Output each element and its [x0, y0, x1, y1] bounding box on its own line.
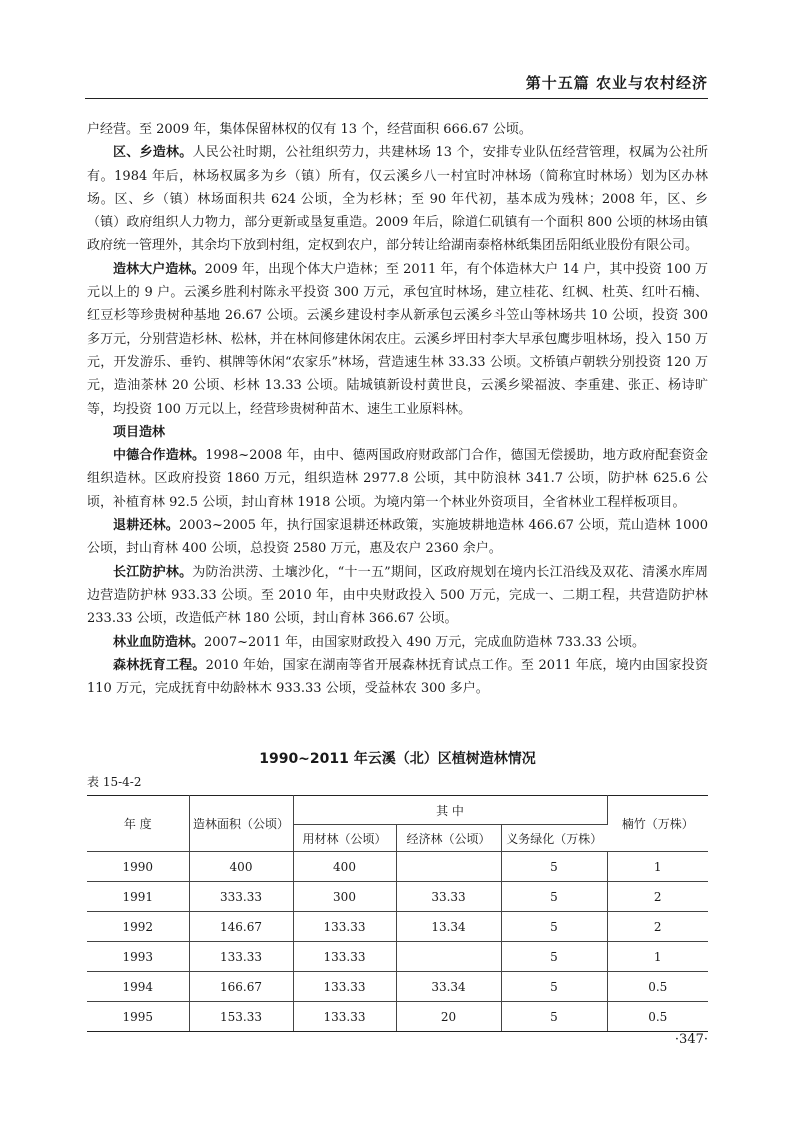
header-year: 年 度	[87, 796, 189, 852]
cell-greening: 5	[501, 852, 607, 882]
cell-timber: 133.33	[293, 972, 396, 1002]
paragraph-text: 人民公社时期，公社组织劳力，共建林场 13 个，安排专业队伍经营管理，权属为公社所有。1984 年后，林场权属多为乡（镇）所有，仅云溪乡八一村宜时冲林场（简称宜时林场）划为区办林场。区、乡（镇）林场面积共 624 公顷，全为杉林；至 90 年代初，基本成为残林；2008 年，区、乡（镇）政府组织人力物力，部分更新或垦复重造。2009 年后，除道仁矶镇有一个面积 800 公顷的林场由镇政府统一管理外，其余均下放到村组，定权到农户，部分转让给湖南泰格林纸集团岳阳纸业股份有限公司。	[87, 145, 708, 254]
header-among: 其 中	[293, 796, 607, 825]
cell-area: 153.33	[189, 1002, 293, 1032]
table-row	[87, 912, 708, 942]
cell-economic: 20	[396, 1002, 501, 1032]
cell-timber: 133.33	[293, 1002, 396, 1032]
cell-economic	[396, 942, 501, 972]
paragraph-heading: 中德合作造林。	[113, 448, 206, 464]
cell-area: 166.67	[189, 972, 293, 1002]
cell-timber: 300	[293, 882, 396, 912]
paragraph-schistosomiasis	[87, 631, 708, 654]
paragraph-0: 户经营。至 2009 年，集体保留林权的仅有 13 个，经营面积 666.67 公顷。	[87, 122, 532, 137]
cell-greening: 5	[501, 912, 607, 942]
afforestation-table	[87, 795, 708, 1032]
paragraph-text: 1998~2008 年，由中、德两国政府财政部门合作，德国无偿援助，地方政府配套资金组织造林。区政府投资 1860 万元，组织造林 2977.8 公顷，其中防浪林 341.7 公顷，防护林 625.6 公顷，补植育林 92.5 公顷，封山育林 1918 公顷。为境内第一个林业外资项目，全省林业工程样板项目。	[87, 448, 708, 510]
cell-timber: 400	[293, 852, 396, 882]
page-number: ·347·	[674, 1032, 708, 1047]
cell-year: 1995	[87, 1002, 189, 1032]
paragraph-large-households	[87, 258, 708, 421]
paragraph-grain-to-green	[87, 514, 708, 561]
paragraph-text: 2009 年，出现个体大户造林；至 2011 年，有个体造林大户 14 户，其中投资 100 万元以上的 9 户。云溪乡胜利村陈永平投资 300 万元，承包宜时林场，建立桂花、红枫、杜英、红叶石楠、红豆杉等珍贵树种基地 26.67 公顷。云溪乡建设村李从新承包云溪乡斗笠山等林场共 10 公顷，投资 300 多万元，分别营造杉林、松林，并在林间修建休闲农庄。云溪乡坪田村李大早承包鹰步咀林场，投入 150 万元，开发游乐、垂钓、棋牌等休闲“农家乐”林场，营造速生林 33.33 公顷。文桥镇卢朝轶分别投资 120 万元，造油茶林 20 公顷、杉林 13.33 公顷。陆城镇新设村黄世良，云溪乡梁福波、李重建、张正、杨诗旷等，均投资 100 万元以上，经营珍贵树种苗木、速生工业原料林。	[87, 261, 708, 417]
paragraph-text: 为防治洪涝、土壤沙化，“十一五”期间，区政府规划在境内长江沿线及双花、清溪水库周边营造防护林 933.33 公顷。至 2010 年，由中央财政投入 500 万元，完成一、二期工程，共营造防护林 233.33 公顷，改造低产林 180 公顷，封山育林 366.67 公顷。	[87, 564, 708, 627]
cell-year: 1991	[87, 882, 189, 912]
table-number: 表 15-4-2	[87, 775, 142, 789]
cell-bamboo: 2	[607, 882, 708, 912]
paragraph-heading: 退耕还林。	[113, 518, 179, 534]
table-row	[87, 852, 708, 882]
paragraph-sino-german	[87, 444, 708, 514]
cell-bamboo: 2	[607, 912, 708, 942]
cell-year: 1993	[87, 942, 189, 972]
cell-greening: 5	[501, 942, 607, 972]
paragraph-heading: 造林大户造林。	[113, 261, 205, 277]
paragraph-text: 2007~2011 年，由国家财政投入 490 万元，完成血防造林 733.33 公顷。	[204, 634, 646, 650]
cell-economic: 33.33	[396, 882, 501, 912]
cell-bamboo: 0.5	[607, 1002, 708, 1032]
paragraph-heading: 林业血防造林。	[113, 634, 205, 650]
table-row	[87, 942, 708, 972]
cell-greening: 5	[501, 882, 607, 912]
table-title: 1990~2011 年云溪（北）区植树造林情况	[259, 751, 536, 767]
cell-economic: 33.34	[396, 972, 501, 1002]
cell-timber: 133.33	[293, 942, 396, 972]
paragraph-text: 2003~2005 年，执行国家退耕还林政策，实施坡耕地造林 466.67 公顷，荒山造林 1000 公顷，封山育林 400 公顷，总投资 2580 万元，惠及农户 2360 余户。	[87, 518, 708, 557]
paragraph-district-township	[87, 141, 708, 257]
cell-year: 1992	[87, 912, 189, 942]
header-area: 造林面积（公顷）	[189, 796, 293, 852]
section-heading: 项目造林	[113, 424, 166, 440]
paragraph-heading: 森林抚育工程。	[113, 657, 206, 673]
cell-area: 146.67	[189, 912, 293, 942]
cell-area: 133.33	[189, 942, 293, 972]
section-heading-project	[87, 421, 708, 444]
header-bamboo: 楠竹（万株）	[607, 796, 708, 852]
cell-year: 1994	[87, 972, 189, 1002]
cell-timber: 133.33	[293, 912, 396, 942]
body-text	[87, 118, 708, 700]
paragraph-heading: 长江防护林。	[113, 564, 193, 580]
paragraph-yangtze-shelter	[87, 561, 708, 631]
cell-greening: 5	[501, 972, 607, 1002]
header-timber: 用材林（公顷）	[293, 825, 396, 852]
page-header	[85, 60, 708, 99]
cell-economic	[396, 852, 501, 882]
cell-greening: 5	[501, 1002, 607, 1032]
cell-area: 333.33	[189, 882, 293, 912]
cell-area: 400	[189, 852, 293, 882]
table-row	[87, 1002, 708, 1032]
cell-bamboo: 1	[607, 852, 708, 882]
paragraph-text: 2010 年始，国家在湖南等省开展森林抚育试点工作。至 2011 年底，境内由国家投资 110 万元，完成抚育中幼龄林木 933.33 公顷，受益林农 300 多户。	[87, 657, 708, 697]
paragraph-forest-tending	[87, 654, 708, 701]
header-greening: 义务绿化（万株）	[501, 825, 607, 852]
cell-bamboo: 1	[607, 942, 708, 972]
header-economic: 经济林（公顷）	[396, 825, 501, 852]
chapter-title: 第十五篇 农业与农村经济	[525, 74, 708, 92]
table-row	[87, 972, 708, 1002]
cell-economic: 13.34	[396, 912, 501, 942]
cell-year: 1990	[87, 852, 189, 882]
cell-bamboo: 0.5	[607, 972, 708, 1002]
table-row	[87, 882, 708, 912]
paragraph-heading: 区、乡造林。	[113, 145, 193, 161]
